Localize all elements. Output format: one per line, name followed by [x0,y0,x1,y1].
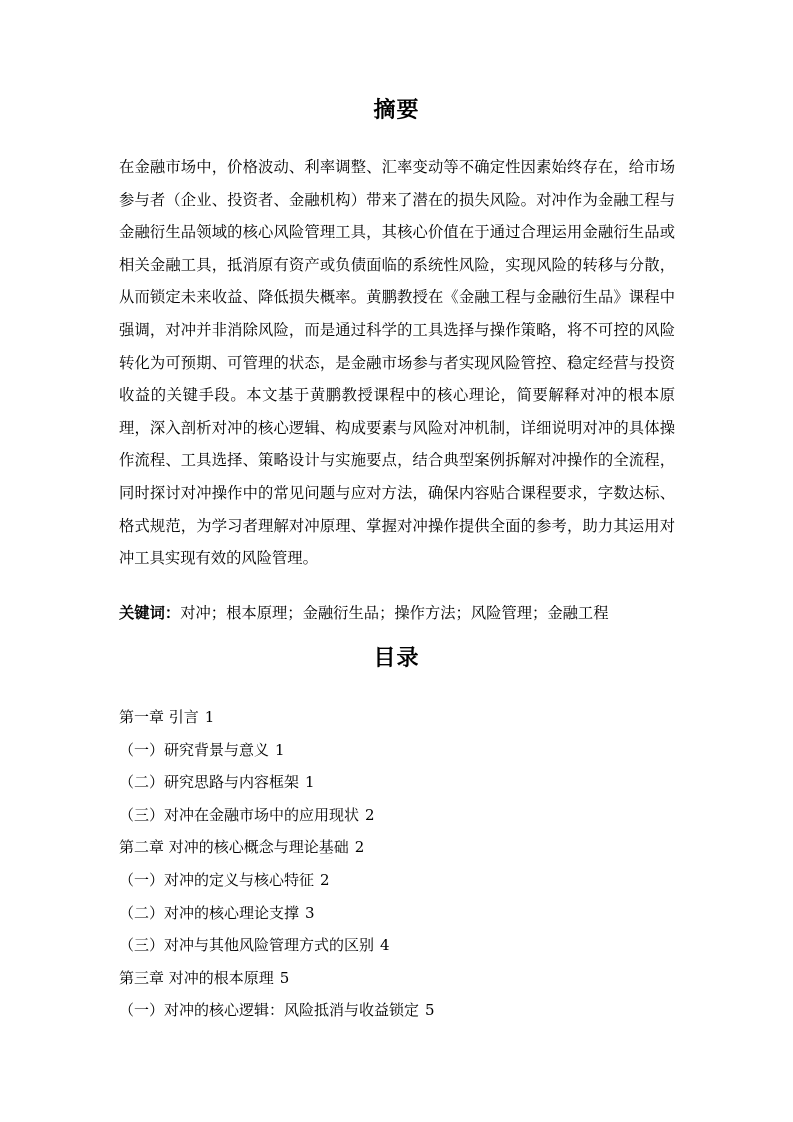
toc-item-text: （二）对冲的核心理论支撑 [119,903,300,922]
toc-item-1-3[interactable] [119,799,679,832]
toc-item-text: （一）研究背景与意义 [119,740,270,759]
abstract-title: 摘要 [373,97,420,123]
toc-item-2-2[interactable] [119,897,679,930]
toc-item-text: 第二章 对冲的核心概念与理论基础 [119,838,349,857]
toc-item-page: 1 [204,708,215,726]
toc-item-page: 3 [305,903,315,922]
toc-list [119,701,679,1027]
toc-item-page: 4 [380,936,390,955]
toc-item-1-1[interactable] [119,734,679,767]
toc-title: 目录 [373,645,420,671]
toc-item-text: （一）对冲的定义与核心特征 [119,870,315,889]
toc-item-text: （三）对冲在金融市场中的应用现状 [119,805,360,824]
toc-item-2-3[interactable] [119,929,679,962]
toc-item-page: 2 [354,838,365,857]
toc-item-1-2[interactable] [119,766,679,799]
toc-item-page: 5 [279,968,290,987]
toc-item-chapter-1[interactable] [119,701,679,734]
toc-item-text: 第一章 引言 [119,708,199,726]
toc-item-page: 2 [365,805,375,824]
toc-item-chapter-3[interactable] [119,962,679,995]
toc-item-text: （二）研究思路与内容框架 [119,773,300,792]
toc-item-text: （三）对冲与其他风险管理方式的区别 [119,936,375,955]
toc-item-text: 第三章 对冲的根本原理 [119,968,274,987]
toc-item-text: （一）对冲的核心逻辑：风险抵消与收益锁定 [119,1001,420,1020]
toc-item-page: 1 [305,773,315,792]
toc-item-chapter-2[interactable] [119,831,679,864]
toc-item-3-1[interactable] [119,994,679,1027]
keywords-label: 关键词： [119,604,181,622]
toc-item-page: 1 [275,740,285,759]
toc-item-page: 2 [320,870,330,889]
keywords-text: 对冲；根本原理；金融衍生品；操作方法；风险管理；金融工程 [180,604,609,622]
keywords-line [119,598,679,628]
toc-item-page: 5 [425,1001,435,1020]
abstract-body: 在金融市场中，价格波动、利率调整、汇率变动等不确定性因素始终存在，给市场参与者（企业、投资者、金融机构）带来了潜在的损失风险。对冲作为金融工程与金融衍生品领域的核心风险管理工具，其核心价值在于通过合理运用金融衍生品或相关金融工具，抵消原有资产或负债面临的系统性风险，实现风险的转移与分散，从而锁定未来收益、降低损失概率。黄鹏教授在《金融工程与金融衍生品》课程中强调，对冲并非消除风险，而是通过科学的工具选择与操作策略，将不可控的风险转化为可预期、可管理的状态，是金融市场参与者实现风险管控、稳定经营与投资收益的关键手段。本文基于黄鹏教授课程中的核心理论，简要解释对冲的根本原理，深入剖析对冲的核心逻辑、构成要素与风险对冲机制，详细说明对冲的具体操作流程、工具选择、策略设计与实施要点，结合典型案例拆解对冲操作的全流程，同时探讨对冲操作中的常见问题与应对方法，确保内容贴合课程要求，字数达标、格式规范，为学习者理解对冲原理、掌握对冲操作提供全面的参考，助力其运用对冲工具实现有效的风险管理。 [119,158,675,568]
toc-item-2-1[interactable] [119,864,679,897]
